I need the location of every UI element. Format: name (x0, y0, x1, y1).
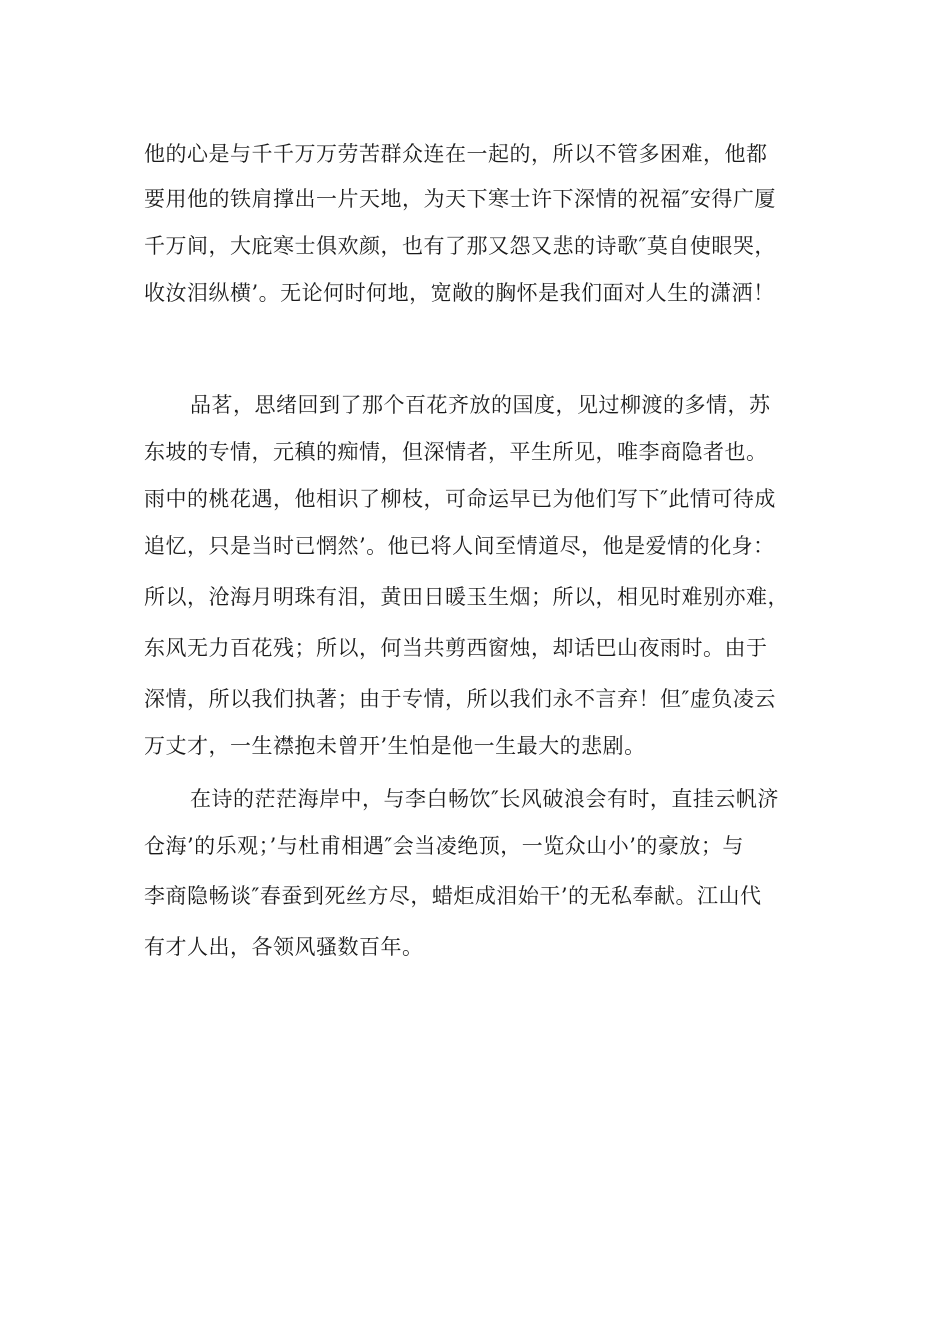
paragraph-2-line-4: 追忆，只是当时已惘然’。他已将人间至情道尽，他是爱情的化身： (144, 534, 775, 558)
paragraph-2-line-6: 东风无力百花残；所以，何当共剪西窗烛，却话巴山夜雨时。由于 (144, 636, 768, 660)
paragraph-1-line-1: 他的心是与千千万万劳苦群众连在一起的，所以不管多困难，他都 (144, 142, 768, 166)
paragraph-1-line-3: 千万间，大庇寒士俱欢颜，也有了那又怨又悲的诗歌″莫自使眼哭， (144, 234, 776, 258)
paragraph-3-line-4: 有才人出，各领风骚数百年。 (144, 935, 424, 959)
paragraph-2-line-1: 品茗，思绪回到了那个百花齐放的国度，见过柳渡的多情，苏 (190, 393, 771, 417)
paragraph-1-line-2: 要用他的铁肩撑出一片天地，为天下寒士许下深情的祝福″安得广厦 (144, 187, 776, 211)
paragraph-3-line-3: 李商隐畅谈″春蚕到死丝方尽，蜡炬成泪始干’的无私奉献。江山代 (144, 884, 762, 908)
paragraph-2-line-2: 东坡的专情，元稹的痴情，但深情者，平生所见，唯李商隐者也。 (144, 440, 768, 464)
paragraph-2-line-3: 雨中的桃花遇，他相识了柳枝，可命运早已为他们写下″此情可待成 (144, 487, 776, 511)
paragraph-2-line-7: 深情，所以我们执著；由于专情，所以我们永不言弃！但″虚负凌云 (144, 687, 776, 711)
paragraph-3-line-1: 在诗的茫茫海岸中，与李白畅饮″长风破浪会有时，直挂云帆济 (190, 787, 779, 811)
paragraph-2-line-5: 所以，沧海月明珠有泪，黄田日暖玉生烟；所以，相见时难别亦难， (144, 585, 789, 609)
paragraph-3-line-2: 仓海’的乐观；’与杜甫相遇″会当凌绝顶，一览众山小’的豪放；与 (144, 834, 744, 858)
paragraph-2-line-8: 万丈才，一生襟抱未曾开’生怕是他一生最大的悲剧。 (144, 734, 646, 758)
paragraph-1-line-4: 收汝泪纵横’。无论何时何地，宽敞的胸怀是我们面对人生的潇洒！ (144, 281, 775, 305)
